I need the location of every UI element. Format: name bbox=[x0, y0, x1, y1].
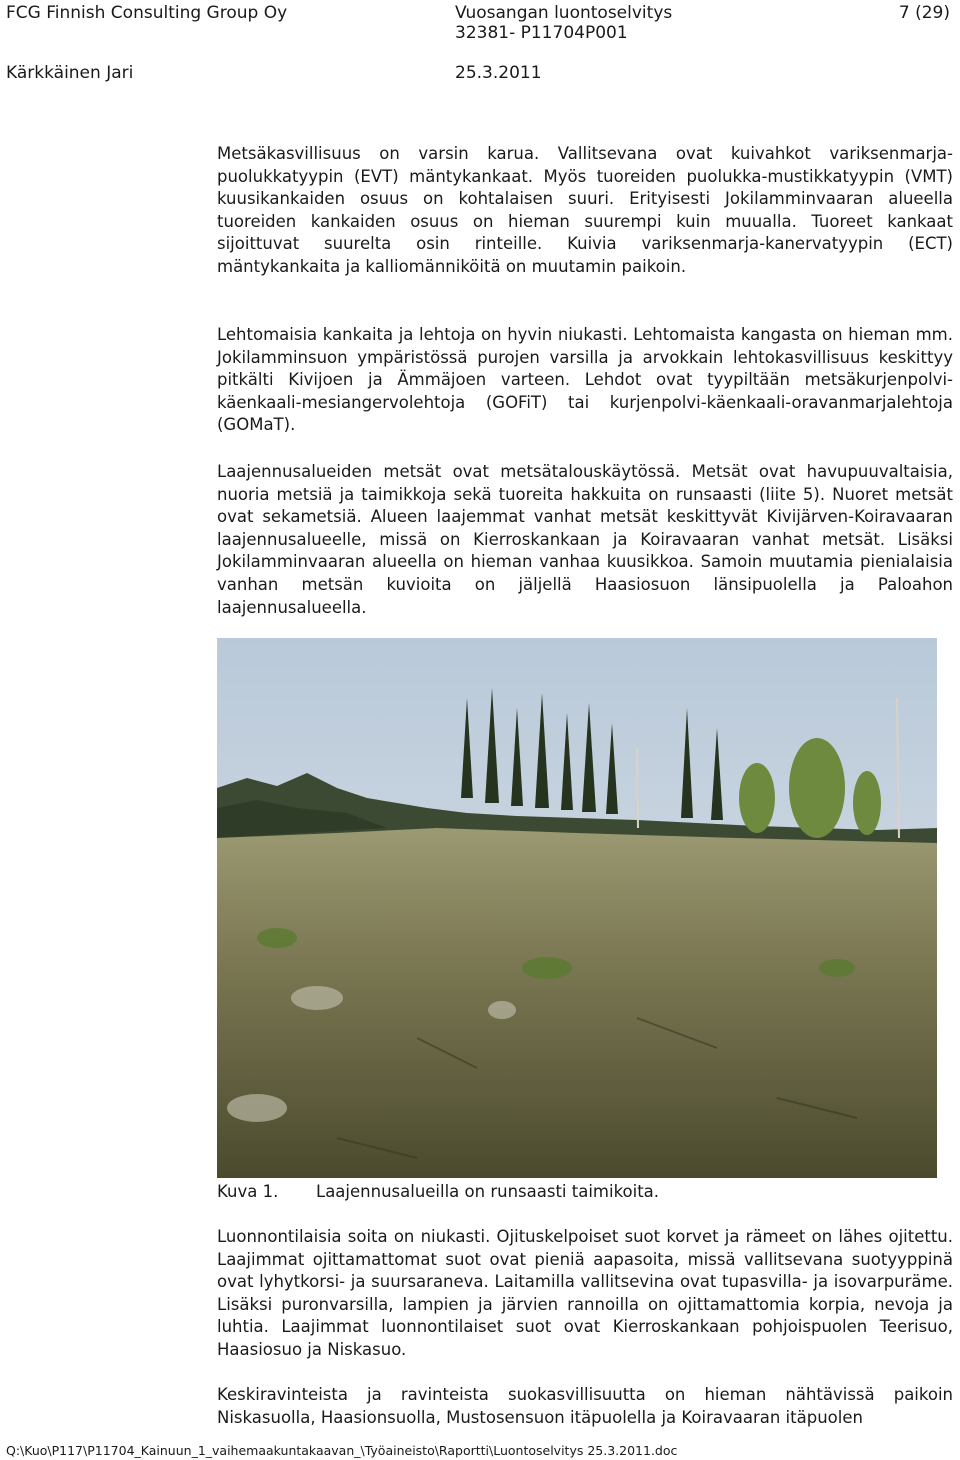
paragraph-herb-rich-forests: Lehtomaisia kankaita ja lehtoja on hyvin niukasti. Lehtomaista kangasta on hieman mm. Jokilamminsuon ympäristössä purojen varsilla ja arvokkain lehtokasvillisuus keskittyy pitkälti Kivijoen ja Ämmäjoen varteen. Lehdot ovat tyypiltään metsäkurjenpolvi-käenkaali-mesiangervolehtoja (GOFiT) tai kurjenpolvi-käenkaali-oravanmarjalehtoja (GOMaT). bbox=[217, 325, 953, 435]
paragraph-nutrient-rich-mires: Keskiravinteista ja ravinteista suokasvillisuutta on hieman nähtävissä paikoin Niskasuolla, Haasionsuolla, Mustosensuon itäpuolella ja Koiravaaran itäpuolen bbox=[217, 1385, 953, 1427]
header-author: Kärkkäinen Jari bbox=[6, 63, 134, 83]
landscape-photo bbox=[217, 638, 937, 1178]
header-company: FCG Finnish Consulting Group Oy bbox=[6, 3, 288, 23]
footer-file-path: Q:\Kuo\P117\P11704_Kainuun_1_vaihemaakuntakaavan_\Työaineisto\Raportti\Luontoselvitys 25.3.2011.doc bbox=[6, 1443, 678, 1458]
paragraph-expansion-area-forests: Laajennusalueiden metsät ovat metsätalouskäytössä. Metsät ovat havupuuvaltaisia, nuoria metsiä ja taimikkoja sekä tuoreita hakkuita on runsaasti (liite 5). Nuoret metsät ovat sekametsiä. Alueen laajemmat vanhat metsät keskittyvät Kivijärven-Koiravaaran laajennusalueelle, missä on Kierroskankaan ja Koiravaaran vanhat metsät. Lisäksi Jokilamminvaaran alueella on hieman vanhaa kuusikkoa. Samoin muutamia pienialaisia vanhan metsän kuvioita on jäljellä Haasiosuon länsipuolella ja Paloahon laajennusalueella. bbox=[217, 462, 953, 617]
figure-caption-text: Laajennusalueilla on runsaasti taimikoita. bbox=[316, 1182, 660, 1201]
paragraph-mires: Luonnontilaisia soita on niukasti. Ojituskelpoiset suot korvet ja rämeet on lähes ojitettu. Laajimmat ojittamattomat suot ovat pieniä aapasoita, missä vallitsevana suotyyppinä ovat lyhytkorsi- ja suursaraneva. Laitamilla vallitsevina ovat tupasvilla- ja isovarpuräme. Lisäksi puronvarsilla, lampien ja järvien rannoilla on ojittamattomia korpia, nevoja ja luhtia. Laajimmat luonnontilaiset suot ovat Kierroskankaan pohjoispuolen Teerisuo, Haasiosuo ja Niskasuo. bbox=[217, 1227, 953, 1359]
figure-number: Kuva 1. bbox=[217, 1182, 279, 1201]
header-date: 25.3.2011 bbox=[455, 63, 542, 83]
figure-caption bbox=[217, 1181, 659, 1203]
header-title: Vuosangan luontoselvitys bbox=[455, 3, 673, 23]
header-project-code: 32381- P11704P001 bbox=[455, 23, 628, 43]
paragraph-forest-vegetation: Metsäkasvillisuus on varsin karua. Vallitsevana ovat kuivahkot variksenmarja-puolukkatyypin (EVT) mäntykankaat. Myös tuoreiden puolukka-mustikkatyypin (VMT) kuusikankaiden osuus on kohtalaisen suuri. Erityisesti Jokilamminvaaran alueella tuoreiden kankaiden osuus on hieman suurempi kuin muualla. Tuoreet kankaat sijoittuvat suurelta osin rinteille. Kuivia variksenmarja-kanervatyypin (ECT) mäntykankaita ja kalliomänniköitä on muutamin paikoin. bbox=[217, 144, 953, 276]
clearcut-landscape-image bbox=[217, 638, 937, 1178]
header-page-number: 7 (29) bbox=[898, 3, 950, 23]
